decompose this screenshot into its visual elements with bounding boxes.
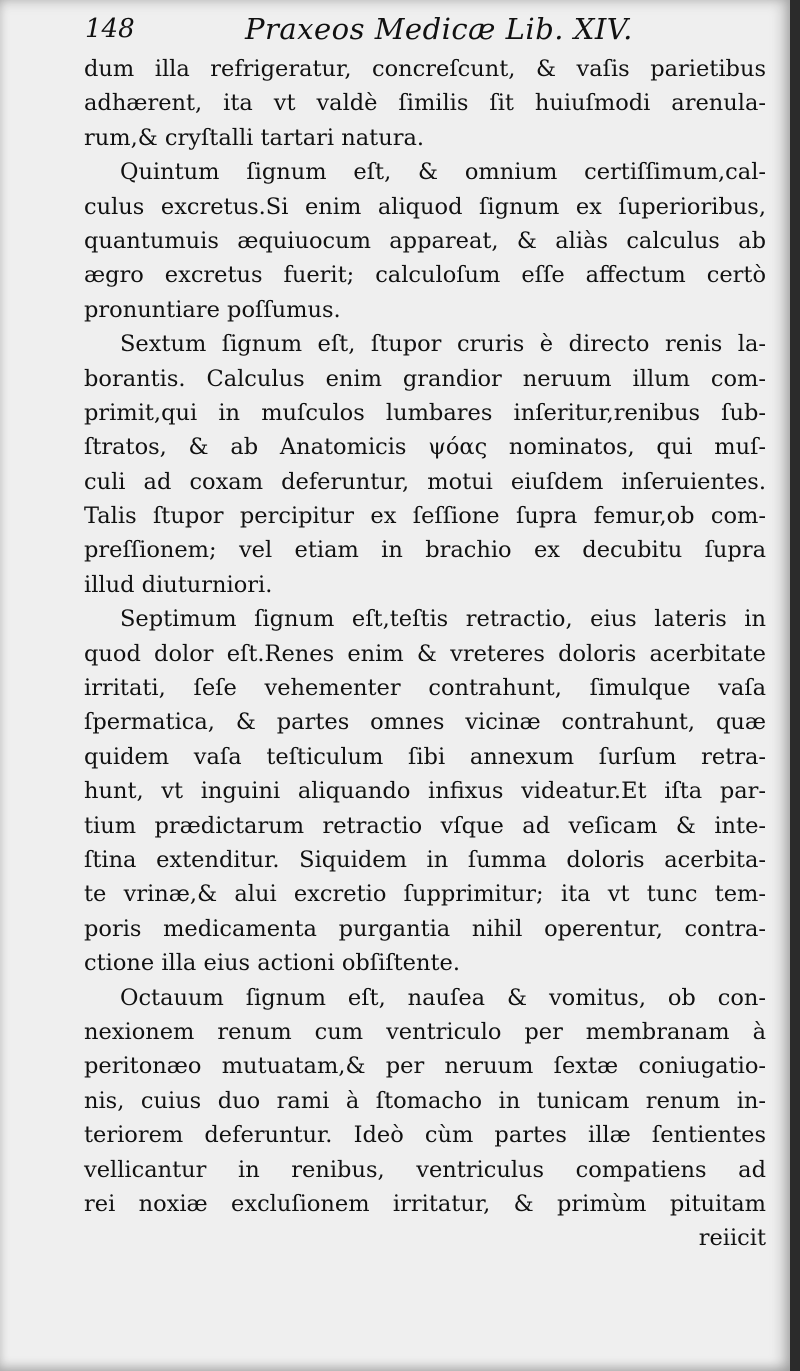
text-line: irritati, ſeſe vehementer contrahunt, ſimulque vaſa xyxy=(84,675,766,702)
text-line: borantis. Calculus enim grandior neruum illum com- xyxy=(84,365,766,392)
text-line: primit,qui in muſculos lumbares inſeritur,renibus ſub- xyxy=(84,399,766,426)
text-line: hunt, vt inguini aliquando infixus videatur.Et iſta par- xyxy=(84,778,766,805)
text-line: preſſionem; vel etiam in brachio ex decubitu ſupra xyxy=(84,537,766,564)
page-edge-shadow xyxy=(790,0,800,1371)
text-line: dum illa refrigeratur, concreſcunt, & vaſis parietibus xyxy=(84,56,766,82)
text-line: ægro excretus fuerit; calculoſum eſſe affectum certò xyxy=(84,262,766,289)
page-number: 148 xyxy=(85,14,135,44)
text-line: Octauum ſignum eſt, nauſea & vomitus, ob con- xyxy=(120,984,766,1011)
text-line: Talis ſtupor percipitur ex ſeſſione ſupra femur,ob com- xyxy=(84,503,766,530)
text-line: Sextum ſignum eſt, ſtupor cruris è directo renis la- xyxy=(120,331,766,358)
text-line: culi ad coxam deferuntur, motui eiuſdem inſeruientes. xyxy=(84,468,766,495)
text-line: ctione illa eius actioni obſiſtente. xyxy=(84,950,460,977)
text-line: Septimum ſignum eſt,teſtis retractio, eius lateris in xyxy=(120,606,766,633)
text-line: te vrinæ,& alui excretio ſupprimitur; ita vt tunc tem- xyxy=(84,881,766,908)
text-line: culus excretus.Si enim aliquod ſignum ex ſuperioribus, xyxy=(84,193,766,220)
text-line: Quintum ſignum eſt, & omnium certiſſimum,cal- xyxy=(120,159,766,186)
running-title: Praxeos Medicæ Lib. XIV. xyxy=(245,12,633,46)
text-line: ſtratos, & ab Anatomicis ψόας nominatos, qui muſ- xyxy=(84,434,766,461)
text-line: rei noxiæ excluſionem irritatur, & primùm pituitam xyxy=(84,1190,766,1217)
text-line: adhærent, ita vt valdè ſimilis ſit huiuſmodi arenula- xyxy=(84,90,766,117)
text-line: peritonæo mutuatam,& per neruum ſextæ coniugatio- xyxy=(84,1053,766,1080)
text-line: ſtina extenditur. Siquidem in ſumma doloris acerbita- xyxy=(84,846,766,873)
text-line: ſpermatica, & partes omnes vicinæ contrahunt, quæ xyxy=(84,709,766,736)
body-text xyxy=(84,52,766,1256)
text-line: tium prædictarum retractio vſque ad veſicam & inte- xyxy=(84,812,766,839)
text-line: poris medicamenta purgantia nihil operentur, contra- xyxy=(84,915,766,942)
text-line: vellicantur in renibus, ventriculus compatiens ad xyxy=(84,1156,766,1183)
text-line: pronuntiare poſſumus. xyxy=(84,296,341,323)
text-line: quod dolor eſt.Renes enim & vreteres doloris acerbitate xyxy=(84,640,766,667)
text-line: teriorem deferuntur. Ideò cùm partes illæ ſentientes xyxy=(84,1122,766,1149)
text-line: quantumuis æquiuocum appareat, & aliàs calculus ab xyxy=(84,227,766,254)
text-line: rum,& cryſtalli tartari natura. xyxy=(84,124,425,151)
page-header xyxy=(85,8,785,48)
catchword: reiicit xyxy=(698,1225,766,1252)
text-line: nis, cuius duo rami à ſtomacho in tunicam renum in- xyxy=(84,1087,766,1114)
text-line: quidem vaſa teſticulum ſibi annexum ſurſum retra- xyxy=(84,743,766,770)
text-line: nexionem renum cum ventriculo per membranam à xyxy=(84,1018,766,1045)
text-line: illud diuturniori. xyxy=(84,571,273,598)
